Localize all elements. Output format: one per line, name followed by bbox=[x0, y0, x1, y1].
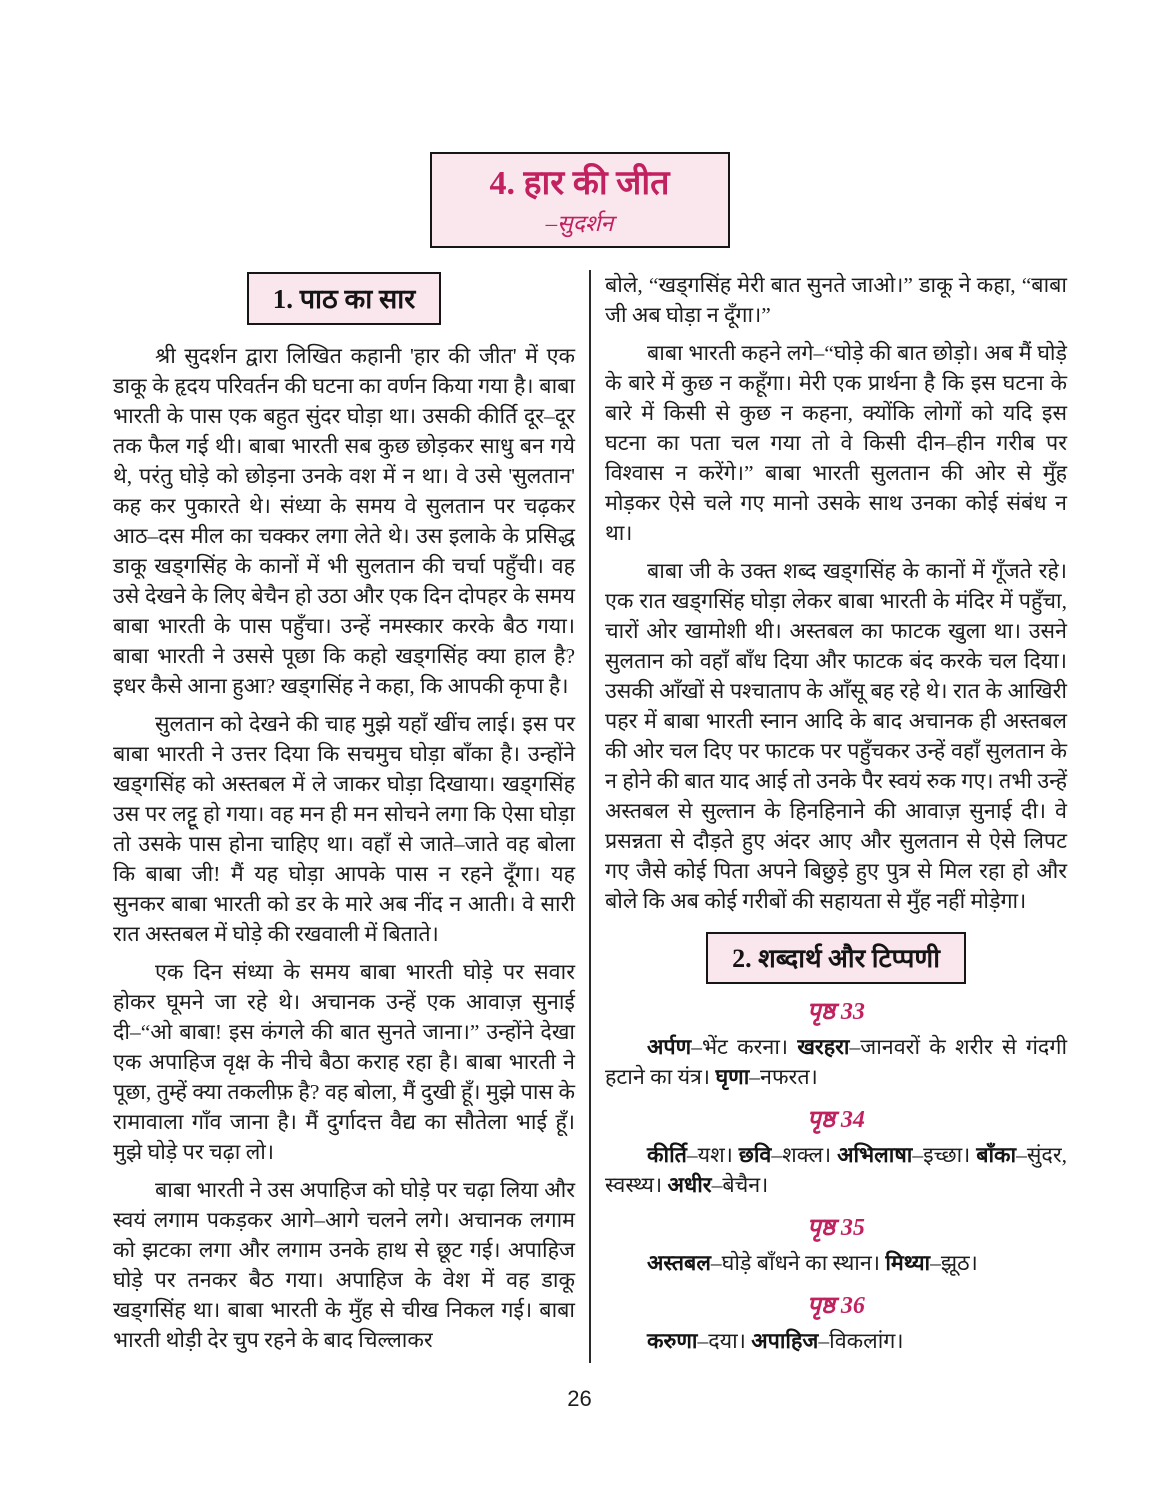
glossary-entry-word: करुणा bbox=[647, 1329, 698, 1354]
glossary-entry-word: अधीर bbox=[667, 1173, 712, 1198]
glossary-entry-word: घृणा bbox=[715, 1065, 750, 1090]
glossary-entries bbox=[605, 1140, 1067, 1200]
glossary-entry-meaning: –नफरत। bbox=[749, 1065, 818, 1090]
glossary-entry-word: बाँका bbox=[976, 1143, 1017, 1168]
glossary-entries bbox=[605, 1326, 1067, 1356]
glossary-entry-word: कीर्ति bbox=[647, 1143, 687, 1168]
glossary-entries bbox=[605, 1248, 1067, 1278]
glossary-entry-meaning: –शक्ल। bbox=[771, 1143, 832, 1168]
glossary bbox=[605, 994, 1067, 1356]
glossary-page-heading: पृष्ठ 34 bbox=[807, 1107, 865, 1134]
left-column bbox=[113, 270, 589, 1363]
glossary-page-heading: पृष्ठ 36 bbox=[807, 1293, 865, 1320]
glossary-page-heading: पृष्ठ 33 bbox=[807, 999, 865, 1026]
story-paragraph: बाबा भारती ने उस अपाहिज को घोड़े पर चढ़ा लिया और स्वयं लगाम पकड़कर आगे–आगे चलने लगे। अचानक लगाम को झटका लगा और लगाम उनके हाथ से छूट गई। अपाहिज घोड़े पर तनकर बैठ गया। अपाहिज के वेश में वह डाकू खड्गसिंह था। बाबा भारती के मुँह से चीख निकल गई। बाबा भारती थोड़ी देर चुप रहने के बाद चिल्लाकर bbox=[113, 1178, 575, 1353]
glossary-entry-meaning: –यश। bbox=[686, 1143, 733, 1168]
chapter-title: 4. हार की जीत bbox=[489, 165, 670, 202]
chapter-author: –सुदर्शन bbox=[545, 211, 614, 237]
glossary-entry-word: अर्पण bbox=[647, 1035, 692, 1060]
glossary-section-heading: 2. शब्दार्थ और टिप्पणी bbox=[732, 944, 940, 974]
chapter-title-box bbox=[430, 152, 730, 248]
glossary-entry-word: खरहरा bbox=[797, 1035, 850, 1060]
summary-section-heading: 1. पाठ का सार bbox=[272, 284, 416, 315]
glossary-entry-word: मिथ्या bbox=[885, 1251, 931, 1276]
glossary-entry-word: छवि bbox=[738, 1143, 772, 1168]
glossary-entry-meaning: –बेचैन। bbox=[711, 1173, 769, 1198]
glossary-page-heading: पृष्ठ 35 bbox=[807, 1215, 865, 1242]
glossary-entry-meaning: –झूठ। bbox=[930, 1251, 978, 1276]
page-number: 26 bbox=[567, 1386, 592, 1411]
right-column bbox=[589, 270, 1067, 1363]
two-column-layout bbox=[113, 270, 1067, 1363]
glossary-entry-meaning: –विकलांग। bbox=[818, 1329, 904, 1354]
glossary-entries bbox=[605, 1032, 1067, 1092]
glossary-section-heading-box bbox=[706, 932, 966, 984]
glossary-entry-meaning: –दया। bbox=[697, 1329, 746, 1354]
glossary-entry-meaning: –इच्छा। bbox=[912, 1143, 971, 1168]
story-paragraph: बाबा भारती कहने लगे–“घोड़े की बात छोड़ो। अब मैं घोड़े के बारे में कुछ न कहूँगा। मेरी एक प्रार्थना है कि इस घटना के बारे में किसी से कुछ न कहना, क्योंकि लोगों को यदि इस घटना का पता चल गया तो वे किसी दीन–हीन गरीब पर विश्वास न करेंगे।” बाबा भारती सुलतान की ओर से मुँह मोड़कर ऐसे चले गए मानो उसके साथ उनका कोई संबंध न था। bbox=[605, 341, 1067, 546]
story-paragraph-continuation: बोले, “खड्गसिंह मेरी बात सुनते जाओ।” डाकू ने कहा, “बाबा जी अब घोड़ा न दूँगा।” bbox=[605, 273, 1067, 328]
glossary-entry-word: अस्तबल bbox=[647, 1251, 711, 1276]
story-paragraph: सुलतान को देखने की चाह मुझे यहाँ खींच लाई। इस पर बाबा भारती ने उत्तर दिया कि सचमुच घोड़ा बाँका है। उन्होंने खड्गसिंह को अस्तबल में ले जाकर घोड़ा दिखाया। खड्गसिंह उस पर लट्टू हो गया। वह मन ही मन सोचने लगा कि ऐसा घोड़ा तो उसके पास होना चाहिए था। वहाँ से जाते–जाते वह बोला कि बाबा जी! मैं यह घोड़ा आपके पास न रहने दूँगा। यह सुनकर बाबा भारती को डर के मारे अब नींद न आती। वे सारी रात अस्तबल में घोड़े की रखवाली में बिताते। bbox=[113, 712, 575, 947]
glossary-entry-word: अभिलाषा bbox=[837, 1143, 913, 1168]
story-paragraph: बाबा जी के उक्त शब्द खड्गसिंह के कानों में गूँजते रहे। एक रात खड्गसिंह घोड़ा लेकर बाबा भारती के मंदिर में पहुँचा, चारों ओर खामोशी थी। अस्तबल का फाटक खुला था। उसने सुलतान को वहाँ बाँध दिया और फाटक बंद करके चल दिया। उसकी आँखों से पश्चाताप के आँसू बह रहे थे। रात के आखिरी पहर में बाबा भारती स्नान आदि के बाद अचानक ही अस्तबल की ओर चल दिए पर फाटक पर पहुँचकर उन्हें वहाँ सुलतान के न होने की बात याद आई तो उनके पैर स्वयं रुक गए। तभी उन्हें अस्तबल से सुल्तान के हिनहिनाने की आवाज़ सुनाई दी। वे प्रसन्नता से दौड़ते हुए अंदर आए और सुलतान से ऐसे लिपट गए जैसे कोई पिता अपने बिछुड़े हुए पुत्र से मिल रहा हो और बोले कि अब कोई गरीबों की सहायता से मुँह नहीं मोड़ेगा। bbox=[605, 559, 1067, 914]
story-paragraph: एक दिन संध्या के समय बाबा भारती घोड़े पर सवार होकर घूमने जा रहे थे। अचानक उन्हें एक आवाज़ सुनाई दी–“ओ बाबा! इस कंगले की बात सुनते जाना।” उन्होंने देखा एक अपाहिज वृक्ष के नीचे बैठा कराह रहा है। बाबा भारती ने पूछा, तुम्हें क्या तकलीफ़ है? वह बोला, मैं दुखी हूँ। मुझे पास के रामावाला गाँव जाना है। मैं दुर्गादत्त वैद्य का सौतेला भाई हूँ। मुझे घोड़े पर चढ़ा लो। bbox=[113, 960, 575, 1165]
story-paragraph: श्री सुदर्शन द्वारा लिखित कहानी 'हार की जीत' में एक डाकू के हृदय परिवर्तन की घटना का वर्णन किया गया है। बाबा भारती के पास एक बहुत सुंदर घोड़ा था। उसकी कीर्ति दूर–दूर तक फैल गई थी। बाबा भारती सब कुछ छोड़कर साधु बन गये थे, परंतु घोड़े को छोड़ना उनके वश में न था। वे उसे 'सुलतान' कह कर पुकारते थे। संध्या के समय वे सुलतान पर चढ़कर आठ–दस मील का चक्कर लगा लेते थे। उस इलाके के प्रसिद्ध डाकू खड्गसिंह के कानों में भी सुलतान की चर्चा पहुँची। वह उसे देखने के लिए बेचैन हो उठा और एक दिन दोपहर के समय बाबा भारती के पास पहुँचा। उन्हें नमस्कार करके बैठ गया। बाबा भारती ने उससे पूछा कि कहो खड्गसिंह क्या हाल है? इधर कैसे आना हुआ? खड्गसिंह ने कहा, कि आपकी कृपा है। bbox=[113, 344, 575, 699]
glossary-entry-meaning: –घोड़े बाँधने का स्थान। bbox=[710, 1251, 880, 1276]
summary-section-heading-box bbox=[247, 272, 442, 325]
glossary-entry-meaning: –भेंट करना। bbox=[691, 1035, 789, 1060]
glossary-entry-meaning: –जानवरों के शरीर से गंदगी हटाने का यंत्र। bbox=[605, 1035, 1068, 1090]
glossary-entry-meaning: –सुंदर, स्वस्थ्य। bbox=[605, 1143, 1068, 1198]
glossary-entry-word: अपाहिज bbox=[751, 1329, 819, 1354]
